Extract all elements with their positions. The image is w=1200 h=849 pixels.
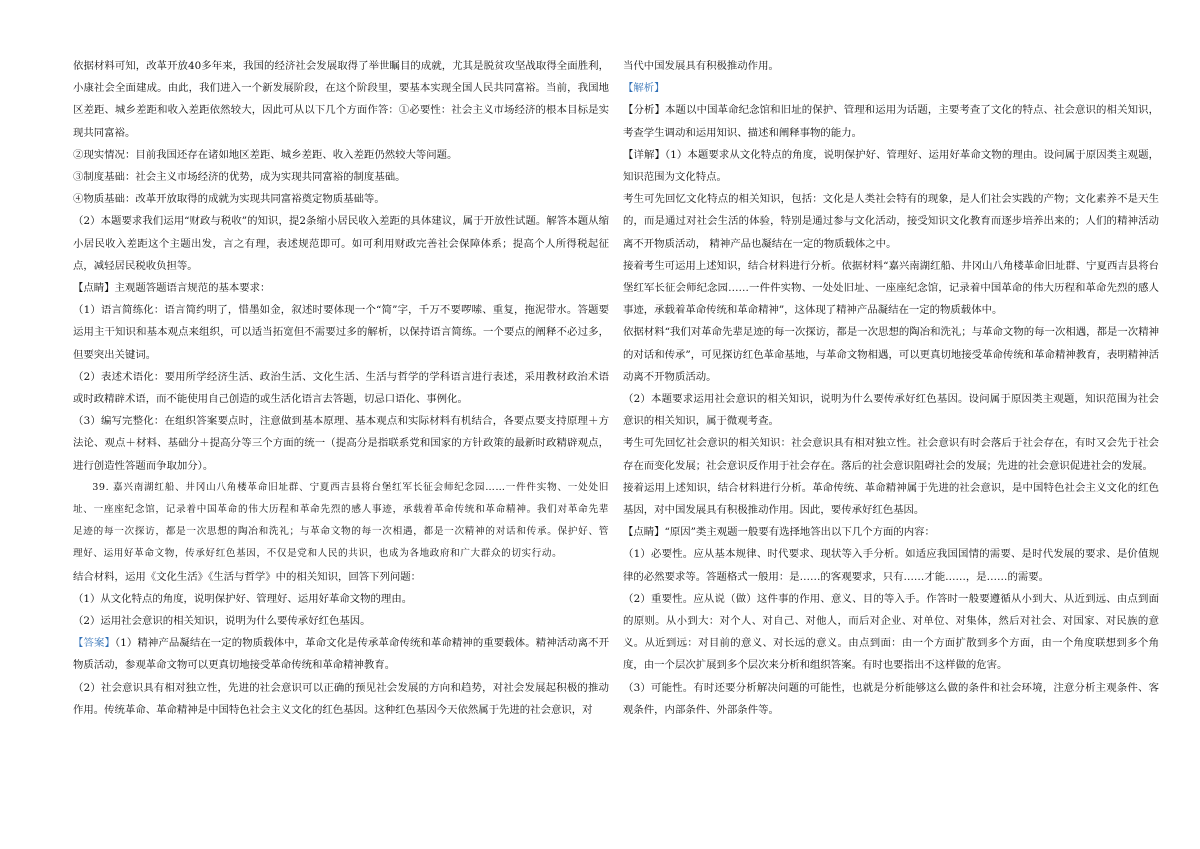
answer-label: 【答案】	[73, 637, 115, 650]
paragraph: （2）本题要求我们运用“财政与税收”的知识，提2条缩小居民收入差距的具体建议，属于开放性试题。解答本题从缩小居民收入差距这个主题出发，言之有理，表述规范即可。如可利用财政完善社会保障体系；提高个人所得税起征点，减轻居民税收负担等。	[73, 215, 609, 272]
paragraph: （2）重要性。应从说（做）这件事的作用、意义、目的等入手。作答时一般要遵循从小到大、从近到远、由点到面的原则。从小到大：对个人、对自己、对他人，而后对企业、对单位、对集体，然后对社会、对国家、对民族的意义。从近到远：对目前的意义、对长远的意义。由点到面：由一个方面扩散到多个方面，由一个角度联想到多个角度，由一个层次扩展到多个层次来分析和组织答案。有时也要指出不这样做的危害。	[623, 592, 1159, 672]
paragraph: （2）表述术语化：要用所学经济生活、政治生活、文化生活、生活与哲学的学科语言进行表述，采用教材政治术语或时政精辟术语，而不能使用自己创造的或生活化语言去答题，切忌口语化、事例化。	[73, 370, 609, 406]
paragraph: ④物质基础：改革开放取得的成就为实现共同富裕奠定物质基础等。	[73, 193, 385, 206]
paragraph: ②现实情况：目前我国还存在诸如地区差距、城乡差距、收入差距仍然较大等问题。	[73, 148, 458, 161]
analysis-heading	[623, 77, 1159, 99]
paragraph: （2）社会意识具有相对独立性，先进的社会意识可以正确的预见社会发展的方向和趋势，对社会发展起积极的推动作用。传统革命、革命精神是中国特色社会主义文化的红色基因。这种红色基因今天依然属于先进的社会意识，对	[73, 681, 609, 716]
paragraph: 【分析】本题以中国革命纪念馆和旧址的保护、管理和运用为话题，主要考查了文化的特点、社会意识的相关知识，考查学生调动和运用知识、描述和阐释事物的能力。	[623, 104, 1159, 139]
paragraph: 当代中国发展具有积极推动作用。	[623, 60, 779, 72]
paragraph: （2）本题要求运用社会意识的相关知识，说明为什么要传承好红色基因。设问属于原因类主观题，知识范围为社会意识的相关知识，属于微观考查。	[623, 393, 1159, 428]
paragraph: （1）必要性。应从基本规律、时代要求、现状等入手分析。如适应我国国情的需要、是时代发展的要求、是价值规律的必然要求等。答题格式一般用：是……的客观要求，只有……才能……，是……的需要。	[623, 548, 1159, 583]
paragraph: 【详解】（1）本题要求从文化特点的角度，说明保护好、管理好、运用好革命文物的理由。设问属于原因类主观题，知识范围为文化特点。	[623, 148, 1159, 184]
paragraph: ③制度基础：社会主义市场经济的优势，成为实现共同富裕的制度基础。	[73, 171, 406, 184]
paragraph: （2）运用社会意识的相关知识，说明为什么要传承好红色基因。	[73, 615, 371, 628]
answer-paragraph	[73, 632, 609, 676]
paragraph: 【点睛】“原因”类主观题一般要有选择地答出以下几个方面的内容：	[623, 526, 935, 539]
paragraph: 结合材料，运用《文化生活》《生活与哲学》中的相关知识，回答下列问题：	[73, 570, 422, 583]
paragraph: 考生可先回忆社会意识的相关知识：社会意识具有相对独立性。社会意识有时会落后于社会存在，有时又会先于社会存在而变化发展；社会意识反作用于社会存在。落后的社会意识阻碍社会的发展；先进的社会意识促进社会的发展。	[623, 437, 1159, 472]
right-column	[623, 55, 1159, 721]
paragraph: 考生可先回忆文化特点的相关知识，包括：文化是人类社会特有的现象，是人们社会实践的产物；文化素养不是天生的，而是通过对社会生活的体验，特别是通过参与文化活动，接受知识文化教育而逐步培养出来的；人们的精神活动离不开物质活动， 精神产品也凝结在一定的物质载体之中。	[623, 193, 1159, 250]
paragraph: （1）从文化特点的角度，说明保护好、管理好、运用好革命文物的理由。	[73, 592, 413, 605]
paragraph: 【点睛】主观题答题语言规范的基本要求：	[73, 282, 271, 295]
paragraph: （3）可能性。有时还要分析解决问题的可能性，也就是分析能够这么做的条件和社会环境，注意分析主观条件、客观条件，内部条件、外部条件等。	[623, 681, 1159, 716]
paragraph: （1）语言简练化：语言简约明了，惜墨如金，叙述时要体现一个“简”字，千万不要啰嗦、重复，拖泥带水。答题要运用主干知识和基本观点来组织，可以适当拓宽但不需要过多的解析，以保持语言简练。一个要点的阐释不必过多，但要突出关键词。	[73, 304, 609, 361]
paragraph: 依据材料可知，改革开放40多年来，我国的经济社会发展取得了举世瞩目的成就，尤其是脱贫攻坚战取得全面胜利，小康社会全面建成。由此，我们进入一个新发展阶段，在这个阶段里，要基本实现全国人民共同富裕。当前，我国地区差距、城乡差距和收入差距依然较大，因此可从以下几个方面作答：①必要性：社会主义市场经济的根本目标是实现共同富裕。	[73, 60, 609, 139]
paragraph: 接着考生可运用上述知识，结合材料进行分析。依据材料“嘉兴南湖红船、井冈山八角楼革命旧址群、宁夏西吉县将台堡红军长征会师纪念园……一件件实物、一处处旧址、一座座纪念馆，记录着中国革命的伟大历程和革命先烈的感人事迹，承载着革命传统和革命精神”，这体现了精神产品凝结在一定的物质载体中。	[623, 259, 1159, 317]
paragraph: （3）编写完整化：在组织答案要点时，注意做到基本原理、基本观点和实际材料有机结合，各要点要支持原理＋方法论、观点＋材料、基础分＋提高分等三个方面的统一（提高分是指联系党和国家的方针政策的最新时政精辟观点，进行创造性答题而争取加分）。	[73, 415, 609, 472]
analysis-label: 【解析】	[623, 82, 665, 95]
question-39-material: 39. 嘉兴南湖红船、井冈山八角楼革命旧址群、宁夏西吉县将台堡红军长征会师纪念园……一件件实物、一处处旧址、一座座纪念馆，记录着中国革命的伟大历程和革命先烈的感人事迹，承载着革命传统和革命精神。我们对革命先辈足迹的每一次探访，都是一次思想的陶冶和洗礼；与革命文物的每一次相遇，都是一次精神的对话和传承。保护好、管理好、运用好革命文物，传承好红色基因，不仅是党和人民的共识，也成为各地政府和广大群众的切实行动。	[73, 481, 609, 560]
paragraph: 依据材料“我们对革命先辈足迹的每一次探访，都是一次思想的陶冶和洗礼；与革命文物的每一次相遇，都是一次精神的对话和传承”，可见探访红色革命基地，与革命文物相遇，可以更真切地接受革命传统和革命精神教育，表明精神活动离不开物质活动。	[623, 326, 1159, 383]
paragraph: 接着运用上述知识，结合材料进行分析。革命传统、革命精神属于先进的社会意识，是中国特色社会主义文化的红色基因，对中国发展具有积极推动作用。因此，要传承好红色基因。	[623, 481, 1159, 517]
answer-text: （1）精神产品凝结在一定的物质载体中，革命文化是传承革命传统和革命精神的重要载体。精神活动离不开物质活动，参观革命文物可以更真切地接受革命传统和革命精神教育。	[73, 637, 610, 672]
left-column	[73, 55, 609, 721]
